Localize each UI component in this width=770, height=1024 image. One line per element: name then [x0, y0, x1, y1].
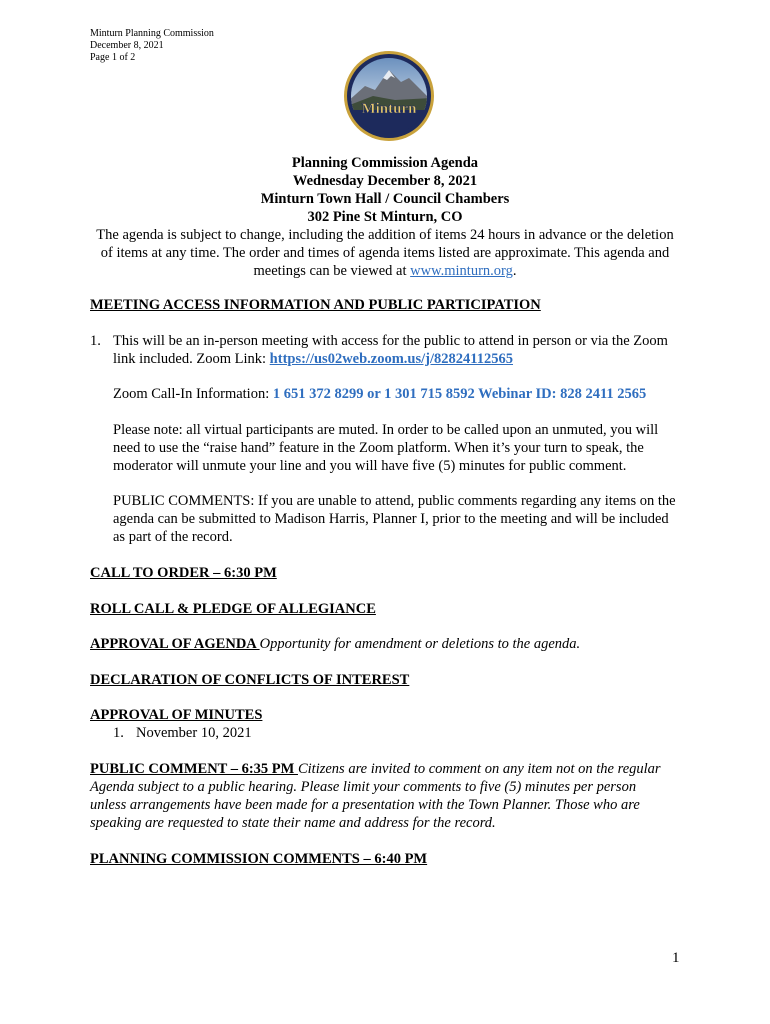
website-link[interactable]: www.minturn.org [410, 263, 513, 279]
intro-text: The agenda is subject to change, including the addition of items 24 hours in advance or the deletion of items at any time. The order and times of agenda items listed are approximate. This agenda and meetings can be viewed at [96, 227, 674, 279]
access-item-number: 1. [90, 333, 101, 349]
zoom-link[interactable]: https://us02web.zoom.us/j/82824112565 [269, 351, 513, 367]
approval-agenda-note: Opportunity for amendment or deletions to the agenda. [259, 636, 581, 652]
agenda-location: Minturn Town Hall / Council Chambers [260, 191, 510, 207]
public-comment-heading: PUBLIC COMMENT – 6:35 PM [90, 761, 298, 777]
public-comment-note: Citizens are invited to comment on any item not on the regular Agenda subject to a public hearing. Please limit your comments to five (5) minutes per person unless arrangements have been made for a presentation with the Town Planner. Those who are speaking are requested to state their name and address for the record. [90, 761, 661, 831]
zoom-callin [113, 385, 683, 403]
approval-agenda-heading: APPROVAL OF AGENDA [90, 636, 260, 652]
public-comments-note: PUBLIC COMMENTS: If you are unable to attend, public comments regarding any items on the agenda can be submitted to Madison Harris, Planner I, prior to the meeting and will be included as part of the record. [113, 493, 676, 545]
header-org: Minturn Planning Commission [90, 28, 214, 39]
header-date: December 8, 2021 [90, 40, 164, 51]
access-heading: MEETING ACCESS INFORMATION AND PUBLIC PARTICIPATION [90, 297, 541, 313]
roll-call-heading: ROLL CALL & PLEDGE OF ALLEGIANCE [90, 601, 376, 617]
conflicts-heading: DECLARATION OF CONFLICTS OF INTEREST [90, 672, 410, 688]
logo-text: Minturn [361, 101, 417, 117]
agenda-date: Wednesday December 8, 2021 [292, 173, 478, 189]
header-meta [90, 28, 214, 64]
public-comment [90, 760, 662, 832]
minturn-logo [343, 50, 435, 142]
minutes-item: November 10, 2021 [136, 725, 252, 741]
approval-agenda [90, 635, 690, 653]
callin-value: 1 651 372 8299 or 1 301 715 8592 Webinar ID: 828 2411 2565 [272, 386, 647, 402]
access-item-text: This will be an in-person meeting with access for the public to attend in person or via the Zoom link included. Zoom Link: [113, 333, 668, 367]
intro-paragraph [90, 226, 680, 280]
callin-label: Zoom Call-In Information: [113, 386, 273, 402]
agenda-title: Planning Commission Agenda [291, 155, 479, 171]
minutes-heading: APPROVAL OF MINUTES [90, 707, 263, 723]
commission-comments-heading: PLANNING COMMISSION COMMENTS – 6:40 PM [90, 851, 428, 867]
call-to-order-heading: CALL TO ORDER – 6:30 PM [90, 565, 277, 581]
intro-after: . [512, 263, 517, 279]
page-number: 1 [672, 950, 680, 966]
header-page: Page 1 of 2 [90, 52, 136, 63]
minutes-item-number: 1. [113, 725, 124, 741]
virtual-note: Please note: all virtual participants are muted. In order to be called upon an unmuted, you will need to use the “raise hand” feature in the Zoom platform. When it’s your turn to speak, the moderator will unmute your line and you will have five (5) minutes for public comment. [113, 422, 659, 474]
agenda-address: 302 Pine St Minturn, CO [307, 209, 463, 225]
access-item [113, 332, 683, 368]
agenda-title-block [90, 154, 680, 226]
